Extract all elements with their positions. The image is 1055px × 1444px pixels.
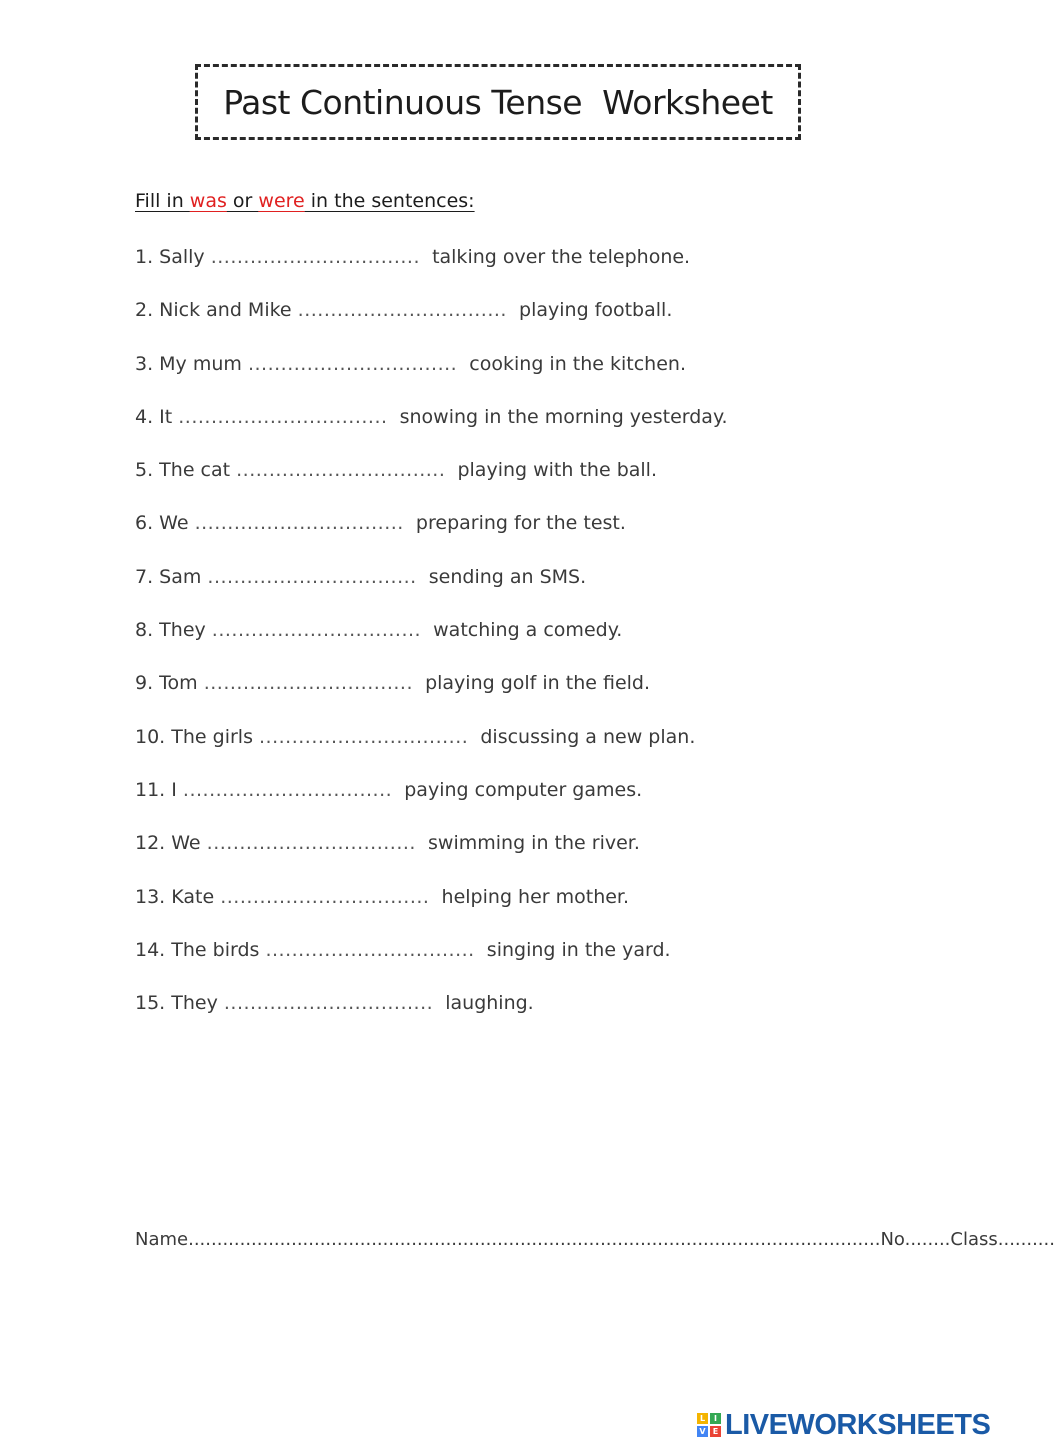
question-rest: watching a comedy. [421, 619, 623, 642]
logo-text: LIVEWORKSHEETS [725, 1408, 991, 1441]
question-rest: preparing for the test. [403, 512, 626, 535]
question-lead: 6. We [135, 512, 195, 535]
question-rest: playing with the ball. [445, 459, 657, 482]
question-lead: 7. Sam [135, 565, 208, 588]
name-blank[interactable]: ......................................................................................................................... [188, 1229, 881, 1250]
question-lead: 12. We [135, 832, 207, 855]
instruction-middle: or [226, 190, 259, 212]
question-lead: 9. Tom [135, 672, 204, 695]
question-item [135, 243, 728, 296]
question-lead: 14. The birds [135, 938, 266, 961]
question-rest: snowing in the morning yesterday. [387, 405, 728, 428]
answer-blank[interactable]: ................................ [207, 565, 417, 588]
question-lead: 15. They [135, 992, 224, 1015]
logo-block: L [697, 1413, 708, 1424]
question-rest: discussing a new plan. [468, 725, 696, 748]
question-rest: playing golf in the field. [412, 672, 651, 695]
title-box [195, 64, 801, 140]
student-info-line [135, 1229, 1055, 1250]
answer-blank[interactable]: ................................ [182, 778, 393, 801]
answer-blank[interactable]: ................................ [223, 992, 434, 1015]
question-item [135, 776, 728, 829]
question-rest: paying computer games. [392, 778, 643, 801]
answer-blank[interactable]: ................................ [297, 299, 507, 322]
class-label: Class [950, 1229, 998, 1250]
question-lead: 8. They [135, 619, 212, 642]
question-item [135, 456, 728, 509]
question-item [135, 563, 728, 616]
answer-blank[interactable]: ................................ [247, 352, 458, 375]
number-blank[interactable]: ........ [904, 1229, 951, 1250]
question-item [135, 669, 728, 722]
number-label: No [880, 1229, 905, 1250]
question-item [135, 616, 728, 669]
answer-blank[interactable]: ................................ [178, 405, 388, 428]
answer-blank[interactable]: ................................ [206, 832, 416, 855]
instruction-line [135, 190, 475, 212]
answer-blank[interactable]: ................................ [211, 619, 422, 642]
logo-block: V [697, 1426, 708, 1437]
question-item [135, 829, 728, 882]
instruction-prefix: Fill in [135, 190, 190, 212]
instruction-suffix: in the sentences: [304, 190, 475, 212]
name-label: Name [135, 1229, 189, 1250]
question-item [135, 883, 728, 936]
answer-blank[interactable]: ................................ [194, 512, 404, 535]
question-rest: playing football. [506, 299, 673, 322]
answer-blank[interactable]: ................................ [220, 885, 430, 908]
answer-blank[interactable]: ................................ [203, 672, 413, 695]
worksheet-title: Past Continuous Tense Worksheet [223, 82, 773, 122]
answer-blank[interactable]: ................................ [236, 459, 446, 482]
question-item [135, 296, 728, 349]
question-item [135, 723, 728, 776]
question-rest: sending an SMS. [416, 565, 587, 588]
question-lead: 11. I [135, 778, 183, 801]
question-lead: 13. Kate [135, 885, 221, 908]
question-lead: 3. My mum [135, 352, 248, 375]
question-lead: 4. It [135, 405, 179, 428]
question-rest: singing in the yard. [474, 938, 671, 961]
question-item [135, 989, 728, 1042]
question-item [135, 350, 728, 403]
question-lead: 2. Nick and Mike [135, 299, 298, 322]
question-lead: 10. The girls [135, 725, 260, 748]
question-rest: cooking in the kitchen. [457, 352, 686, 375]
answer-blank[interactable]: ................................ [265, 938, 475, 961]
question-rest: talking over the telephone. [419, 246, 691, 268]
logo-block: I [710, 1413, 721, 1424]
question-rest: helping her mother. [429, 885, 630, 908]
question-rest: laughing. [433, 992, 534, 1015]
question-rest: swimming in the river. [415, 832, 640, 855]
question-item [135, 403, 728, 456]
question-item [135, 936, 728, 989]
logo-block: E [710, 1426, 721, 1437]
instruction-word-was: was [189, 190, 227, 212]
question-lead: 5. The cat [135, 459, 237, 482]
question-lead: 1. Sally [135, 246, 211, 268]
answer-blank[interactable]: ................................ [259, 725, 469, 748]
liveworksheets-logo [697, 1408, 990, 1442]
class-blank[interactable]: .......... [997, 1229, 1055, 1250]
logo-blocks-icon [697, 1413, 721, 1437]
question-list [135, 243, 728, 1042]
answer-blank[interactable]: ................................ [210, 246, 420, 268]
instruction-word-were: were [258, 190, 305, 212]
question-item [135, 509, 728, 562]
